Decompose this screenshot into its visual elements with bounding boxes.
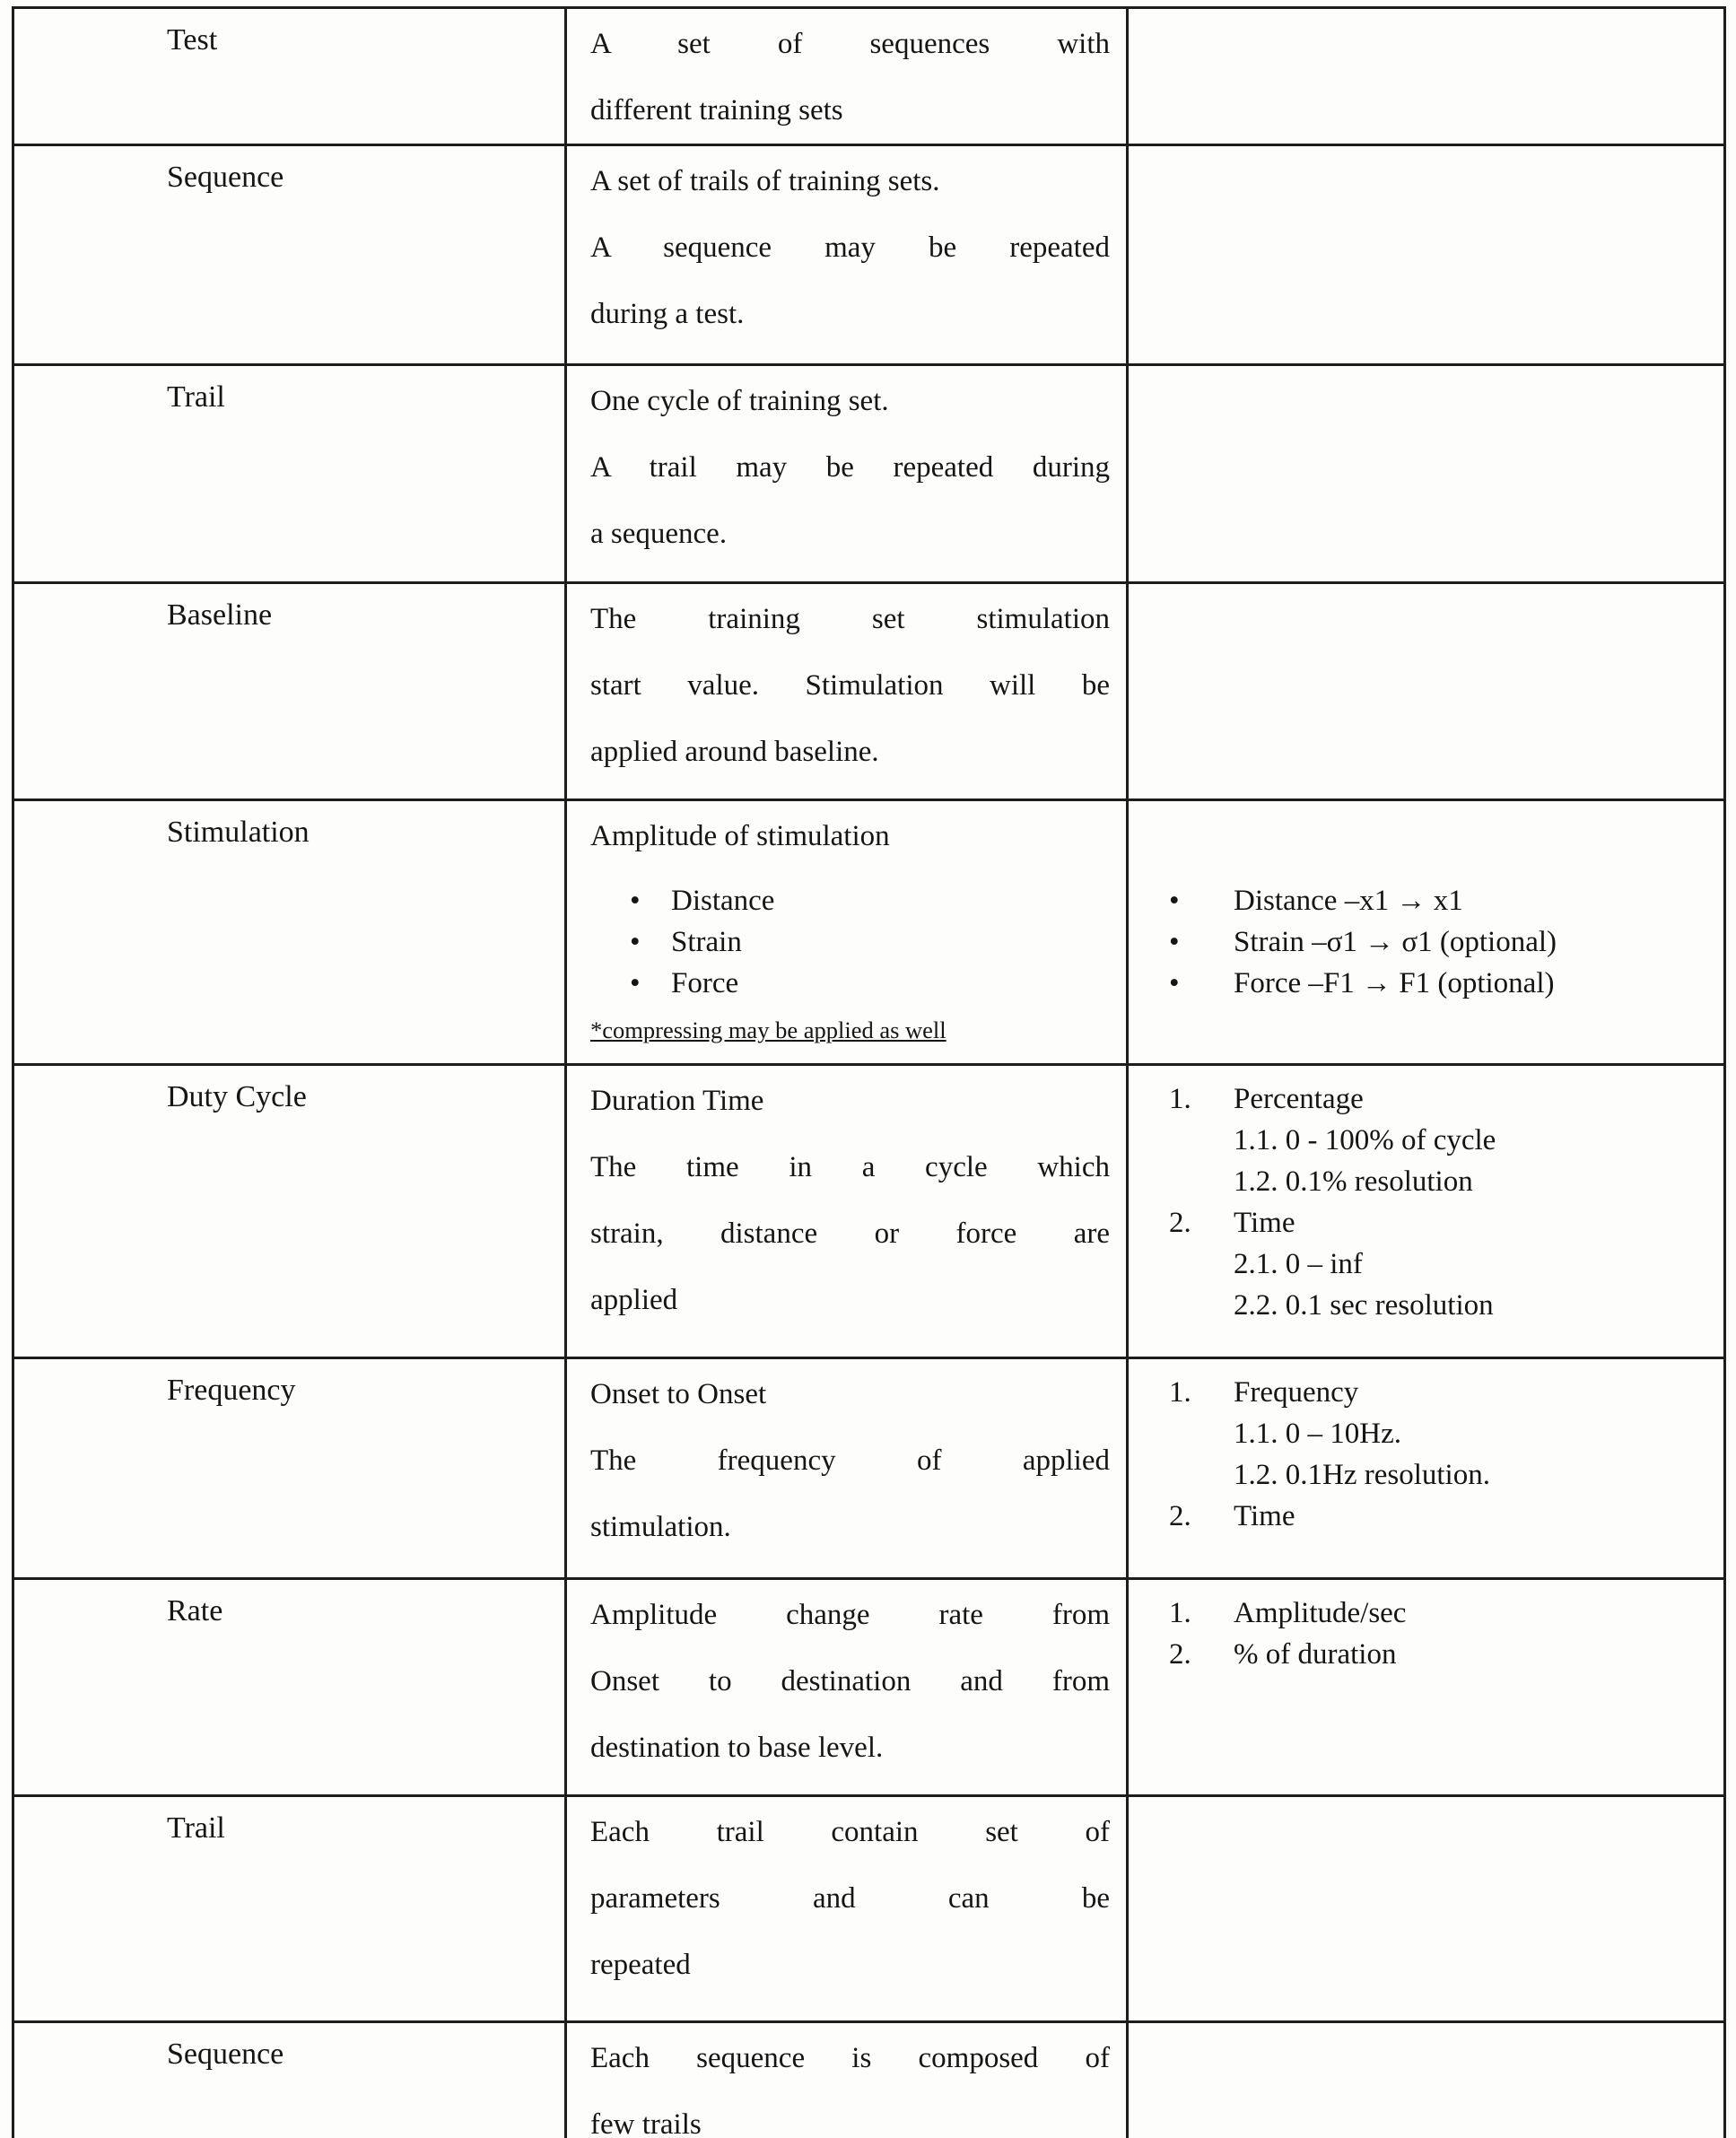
term-label: Frequency (167, 1374, 296, 1407)
detail-item (1169, 1496, 1713, 1537)
term-cell (13, 1579, 566, 1796)
details-cell (1128, 365, 1725, 583)
bullet-icon: • (1169, 885, 1180, 917)
description-line: Each sequence is composed of (590, 2042, 1110, 2074)
stimulation-types-list (590, 880, 1110, 1004)
details-cell (1128, 1065, 1725, 1358)
term-label: Baseline (167, 598, 273, 632)
detail-text: Time (1234, 1207, 1295, 1239)
table-row (13, 365, 1725, 583)
term-label: Test (167, 23, 218, 57)
list-item (630, 921, 1110, 963)
description-cell (566, 583, 1128, 800)
bullet-icon: • (630, 926, 641, 958)
description-line: Each trail contain set of (590, 1816, 1110, 1848)
list-item-text: Distance (671, 885, 775, 917)
table-row (13, 1065, 1725, 1358)
table-row (13, 1358, 1725, 1579)
list-number (1169, 1285, 1234, 1326)
description-line: applied (590, 1284, 678, 1316)
term-label: Trail (167, 1811, 225, 1845)
detail-subitem (1169, 1285, 1713, 1326)
detail-item (1169, 1372, 1713, 1413)
description-line: The time in a cycle which (590, 1151, 1110, 1183)
list-item (630, 963, 1110, 1004)
detail-item (1169, 1202, 1713, 1244)
description-cell (566, 1579, 1128, 1796)
description-cell (566, 800, 1128, 1065)
description-line: A sequence may be repeated (590, 231, 1110, 264)
detail-item (1169, 880, 1713, 921)
description-line: different training sets (590, 94, 843, 127)
bullet-icon: • (630, 885, 641, 917)
list-number (1169, 1454, 1234, 1496)
description-cell (566, 1796, 1128, 2022)
detail-text: 2.2. 0.1 sec resolution (1234, 1289, 1494, 1322)
detail-item (1169, 1593, 1713, 1634)
detail-text: 1.1. 0 – 10Hz. (1234, 1418, 1401, 1450)
term-cell (13, 1065, 566, 1358)
detail-text: Distance –x1 → x1 (1234, 885, 1463, 917)
description-line: The training set stimulation (590, 603, 1110, 635)
description-line: The frequency of applied (590, 1444, 1110, 1477)
description-line: few trails (590, 2108, 702, 2138)
term-label: Rate (167, 1594, 223, 1627)
description-line: A trail may be repeated during (590, 451, 1110, 484)
table-row (13, 583, 1725, 800)
list-number: 1. (1169, 1083, 1191, 1115)
table-row (13, 800, 1725, 1065)
list-number: 1. (1169, 1597, 1191, 1629)
list-number: 2. (1169, 1207, 1191, 1239)
list-number (1169, 1120, 1234, 1161)
detail-item (1169, 1634, 1713, 1675)
details-cell (1128, 8, 1725, 145)
list-number: 1. (1169, 1376, 1191, 1409)
details-cell (1128, 2022, 1725, 2138)
term-cell (13, 2022, 566, 2138)
details-cell (1128, 1579, 1725, 1796)
detail-item (1169, 1078, 1713, 1120)
details-cell (1128, 583, 1725, 800)
list-number (1169, 1244, 1234, 1285)
list-number (1169, 1161, 1234, 1202)
description-cell (566, 145, 1128, 365)
details-cell (1128, 145, 1725, 365)
details-cell (1128, 800, 1725, 1065)
description-line: One cycle of training set. (590, 385, 889, 417)
description-line: start value. Stimulation will be (590, 669, 1110, 702)
description-cell (566, 1358, 1128, 1579)
term-cell (13, 145, 566, 365)
term-cell (13, 800, 566, 1065)
bullet-icon: • (1169, 967, 1180, 999)
description-line: stimulation. (590, 1511, 731, 1543)
term-cell (13, 1358, 566, 1579)
description-line: A set of trails of training sets. (590, 165, 940, 197)
footnote: *compressing may be applied as well (590, 1017, 947, 1043)
list-number: 2. (1169, 1638, 1191, 1671)
description-line: Amplitude change rate from (590, 1599, 1110, 1631)
term-label: Sequence (167, 2038, 284, 2071)
detail-subitem (1169, 1120, 1713, 1161)
detail-item (1169, 963, 1713, 1004)
detail-subitem (1169, 1161, 1713, 1202)
details-cell (1128, 1796, 1725, 2022)
term-label: Duty Cycle (167, 1080, 307, 1113)
detail-subitem (1169, 1454, 1713, 1496)
table-row (13, 1796, 1725, 2022)
bullet-icon: • (630, 967, 641, 999)
description-line: A set of sequences with (590, 28, 1110, 60)
term-label: Stimulation (167, 816, 310, 849)
description-line: parameters and can be (590, 1882, 1110, 1915)
detail-text: 2.1. 0 – inf (1234, 1248, 1363, 1280)
description-line: Duration Time (590, 1085, 764, 1117)
detail-item (1169, 921, 1713, 963)
table-row (13, 2022, 1725, 2138)
table-row (13, 145, 1725, 365)
list-number: 2. (1169, 1500, 1191, 1532)
detail-text: 1.2. 0.1Hz resolution. (1234, 1459, 1490, 1491)
description-line: destination to base level. (590, 1732, 884, 1764)
definitions-table (12, 6, 1726, 2138)
description-line: Onset to Onset (590, 1378, 767, 1410)
description-cell (566, 365, 1128, 583)
description-cell (566, 8, 1128, 145)
term-label: Trail (167, 380, 225, 414)
table-row (13, 8, 1725, 145)
details-cell (1128, 1358, 1725, 1579)
detail-text: Amplitude/sec (1234, 1597, 1407, 1629)
term-cell (13, 8, 566, 145)
description-line: during a test. (590, 298, 745, 330)
bullet-icon: • (1169, 926, 1180, 958)
term-cell (13, 1796, 566, 2022)
detail-subitem (1169, 1244, 1713, 1285)
detail-text: Strain –σ1 → σ1 (optional) (1234, 926, 1557, 958)
detail-text: 1.2. 0.1% resolution (1234, 1165, 1473, 1198)
description-line: a sequence. (590, 518, 728, 550)
detail-text: % of duration (1234, 1638, 1397, 1671)
term-cell (13, 365, 566, 583)
description-cell (566, 2022, 1128, 2138)
detail-text: Force –F1 → F1 (optional) (1234, 967, 1555, 999)
term-label: Sequence (167, 161, 284, 194)
list-number (1169, 1413, 1234, 1454)
list-item-text: Strain (671, 926, 742, 958)
description-line: Amplitude of stimulation (590, 820, 890, 852)
term-cell (13, 583, 566, 800)
table-row (13, 1579, 1725, 1796)
detail-text: Frequency (1234, 1376, 1359, 1409)
detail-subitem (1169, 1413, 1713, 1454)
detail-text: Time (1234, 1500, 1295, 1532)
description-line: repeated (590, 1949, 691, 1981)
detail-text: 1.1. 0 - 100% of cycle (1234, 1124, 1496, 1156)
description-line: applied around baseline. (590, 736, 879, 768)
description-cell (566, 1065, 1128, 1358)
detail-text: Percentage (1234, 1083, 1364, 1115)
list-item-text: Force (671, 967, 739, 999)
description-line: Onset to destination and from (590, 1665, 1110, 1697)
description-line: strain, distance or force are (590, 1217, 1110, 1250)
list-item (630, 880, 1110, 921)
